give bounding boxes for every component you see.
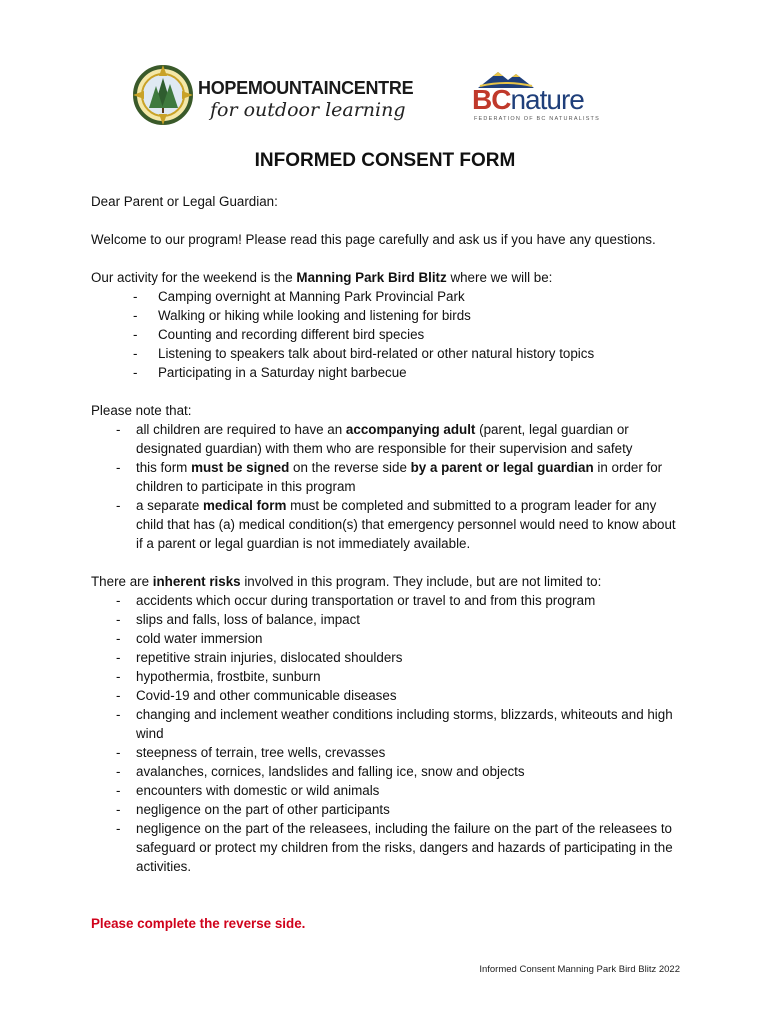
list-item: - this form must be signed on the reverse side by a parent or legal guardian in order for children to participate in this program xyxy=(116,460,663,494)
list-item: - encounters with domestic or wild animals xyxy=(116,783,380,798)
list-item: - negligence on the part of other participants xyxy=(116,802,390,817)
list-item: - slips and falls, loss of balance, impact xyxy=(116,612,361,627)
list-item: - negligence on the part of the releasees, including the failure on the part of the releasees to safeguard or protect my children from the risks, dangers and hazards of participating in the activities. xyxy=(116,821,673,874)
hope-mountain-tagline: for outdoor learning xyxy=(210,99,406,121)
list-item: - a separate medical form must be completed and submitted to a program leader for any child that has (a) medical condition(s) that emergency personnel would need to know about if a parent or legal guardian is not immediately available. xyxy=(116,498,676,551)
reverse-side-notice: Please complete the reverse side. xyxy=(91,916,306,931)
notes-intro: Please note that: xyxy=(91,403,192,418)
list-item: - all children are required to have an accompanying adult (parent, legal guardian or designated guardian) with them who are responsible for their supervision and safety xyxy=(116,422,633,456)
list-item: - steepness of terrain, tree wells, crevasses xyxy=(116,745,386,760)
page-footer: Informed Consent Manning Park Bird Blitz 2022 xyxy=(479,964,680,975)
list-item: - cold water immersion xyxy=(116,631,263,646)
list-item: - Camping overnight at Manning Park Provincial Park xyxy=(133,289,465,304)
list-item: - avalanches, cornices, landslides and falling ice, snow and objects xyxy=(116,764,525,779)
hope-mountain-centre-name: HOPEMOUNTAINCENTRE xyxy=(198,78,414,98)
list-item: - Counting and recording different bird species xyxy=(133,327,425,342)
list-item: - accidents which occur during transportation or travel to and from this program xyxy=(116,593,596,608)
bc-nature-logo xyxy=(472,66,612,130)
welcome-text: Welcome to our program! Please read this page carefully and ask us if you have any questions. xyxy=(91,232,656,247)
activity-intro: Our activity for the weekend is the Manning Park Bird Blitz where we will be: xyxy=(91,270,553,285)
bc-nature-wordmark: BCnature xyxy=(472,84,584,115)
list-item: - hypothermia, frostbite, sunburn xyxy=(116,669,321,684)
list-item: - Walking or hiking while looking and listening for birds xyxy=(133,308,471,323)
list-item: - Participating in a Saturday night barbecue xyxy=(133,365,407,380)
hope-mountain-centre-logo xyxy=(132,64,432,128)
bc-nature-federation: FEDERATION OF BC NATURALISTS xyxy=(474,116,600,122)
list-item: - Listening to speakers talk about bird-related or other natural history topics xyxy=(133,346,595,361)
list-item: - changing and inclement weather conditions including storms, blizzards, whiteouts and high wind xyxy=(116,707,673,741)
list-item: - Covid-19 and other communicable diseases xyxy=(116,688,397,703)
hope-mountain-compass-icon xyxy=(132,64,194,126)
greeting: Dear Parent or Legal Guardian: xyxy=(91,194,278,209)
header-logos xyxy=(0,60,770,130)
page-title: INFORMED CONSENT FORM xyxy=(254,150,516,171)
list-item: - repetitive strain injuries, dislocated shoulders xyxy=(116,650,403,665)
form-body xyxy=(91,192,691,933)
risks-intro: There are inherent risks involved in this program. They include, but are not limited to: xyxy=(91,574,602,589)
